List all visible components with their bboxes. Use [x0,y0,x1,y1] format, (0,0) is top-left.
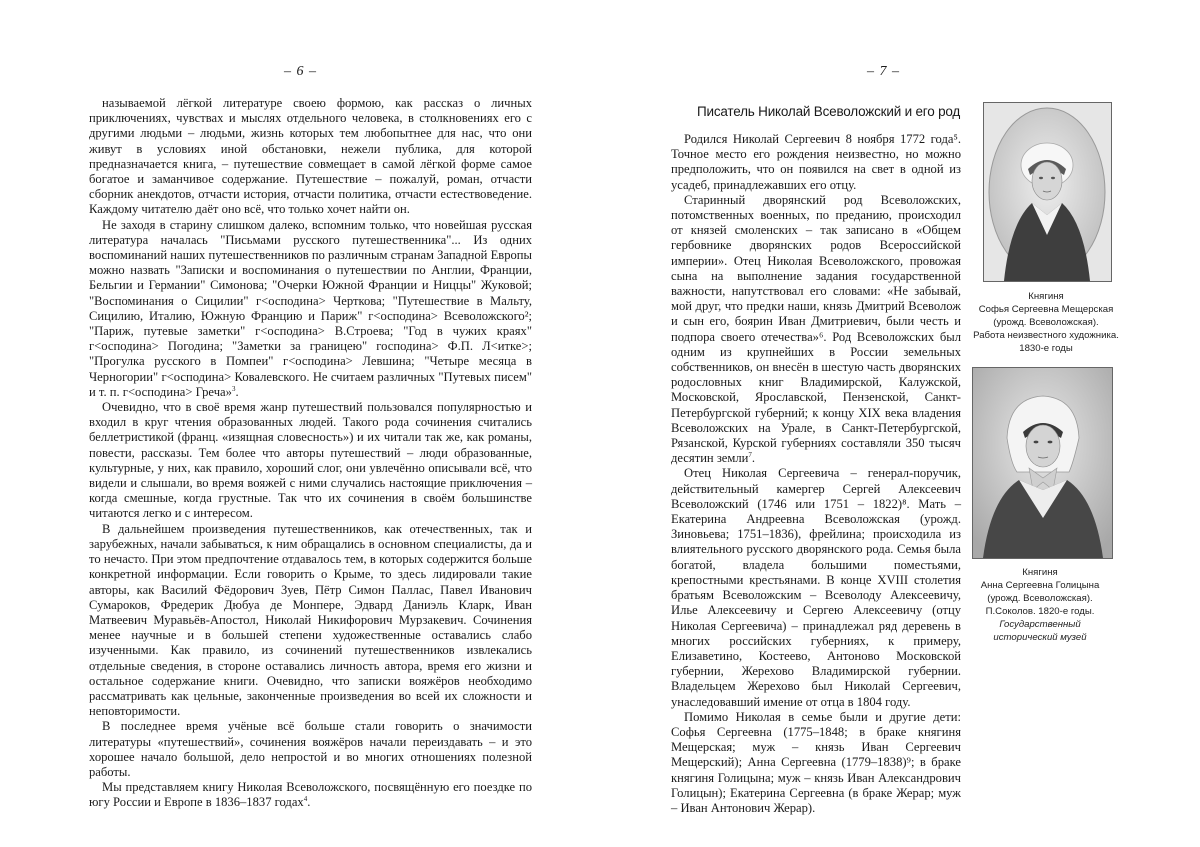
page-number-left: – 6 – [284,64,317,79]
caption-line: (урожд. Всеволожская). [993,317,1099,328]
paragraph: называемой лёгкой литературе своею формою, как рассказ о личных приключениях, чувствах и мыслях отдельного человека, в столкновениях его с другими людьми – людьми, жизнь которых тем любопытнее для нас, что они живут в условиях иной обстановки, нежели публика, для которой предназначается книга, – путешествие совмещает в самой лёгкой форме самое богатое и заманчивое содержание. Путешествие – пожалуй, роман, отчасти сборник анекдотов, отчасти история, отчасти политика, отчасти естествоведение. Каждому читателю даёт оно всё, что только хочет найти он. [89,96,532,217]
paragraph: Очевидно, что в своё время жанр путешествий пользовался популярностью и входил в круг чтения образованных людей. Такого рода сочинения считались беллетристикой (франц. «изящная словесность») и их читали так же, как романы, повести, рассказы. Тем более что авторы путешествий – люди образованные, культурные, у них, как правило, хороший слог, они увлечённо описывали всё, что видели и слышали, во время вояжей с ними случались настоящие приключения – когда смешные, когда грустные. Так что их сочинения в своём большинстве читаются легко и с интересом. [89,400,532,521]
paragraph: В дальнейшем произведения путешественников, как отечественных, так и зарубежных, начали забываться, к ним обращались в основном специалисты, да и то нечасто. При этом предпочтение отдавалось тем, в которых содержится больше конкретной информации. Если говорить о Крыме, то здесь лидировали такие авторы, как Василий Фёдорович Зуев, Пётр Симон Паллас, Павел Иванович Сумароков, Фредерик Дюбуа де Монпере, Эдвард Даниэль Кларк, Иван Матвеевич Муравьёв-Апостол, Николай Никифорович Мурзакевич. Сочинения менее научные и в большей степени художественные оставались слабо изученными. Как правило, из сочинений путешественников извлекались отдельные сведения, в стороне оставались личность автора, время его жизни и остальное содержание книги. Очевидно, что записки вояжёров необходимо рассматривать как цельные, законченные произведения во всей их сложности и неповторимости. [89,521,532,719]
portrait-caption-1 [956,290,1136,355]
caption-line: П.Соколов. 1820-е годы. [985,606,1095,617]
paragraph: Мы представляем книгу Николая Всеволожского, посвящённую его поездке по югу России и Европе в 1836–1837 годах$^4$. [89,780,532,810]
paragraph: Не заходя в старину слишком далеко, вспомним только, что новейшая русская литература началась "Письмами русского путешественника"... Из одних воспоминаний наших путешественников по различным странам Западной Европы можно назвать "Записки и воспоминания о путешествии по Англии, Франции, Бельгии и Германии" Симонова; "Очерки Южной Франции и Ниццы" Жуковой; "Воспоминания о Сицилии" г<осподина> Черткова; "Путешествие в Мальту, Сицилию, Италию, Южную Францию и Париж" г<осподина> Всеволожского²; "Париж, путевые заметки" г<осподина> В.Строева; "Год в чужих краях" г<осподина> Погодина; "Заметки за границею" господина> Ф.П. Л<итке>; "Прогулка русского в Помпеи" г<осподина> Левшина; "Четыре месяца в Черногории" г<осподина> Ковалевского. Не считаем различных "Путевых писем" и т. п. г<осподина> Греча»$^3$. [89,217,532,399]
paragraph: Родился Николай Сергеевич 8 ноября 1772 года⁵. Точное место его рождения неизвестно, но можно предположить, что он появился на свет в одной из усадеб, принадлежавших его отцу. [671,132,961,192]
portrait-golitsyna [972,367,1113,559]
caption-line: Анна Сергеевна Голицына [980,580,1100,591]
portrait-caption-2 [950,566,1130,644]
caption-line: 1830-е годы [1019,343,1073,354]
portrait-meshcherskaya [983,102,1112,282]
left-page-text [89,96,532,811]
paragraph: Старинный дворянский род Всеволожских, потомственных военных, по преданию, происходил от князей смоленских – так записано в «Общем гербовнике дворянских родов Всероссийской империи». Отец Николая Всеволожского, провожая сына на выполнение задания государственной важности, напутствовал его словами: «Не забывай, мой друг, что предки наши, князь Дмитрий Всеволож и сын его, боярин Иван Дмитриевич, были честь и подпора своего отечества»⁶. Род Всеволожских был одним из крупнейших в России земельных собственников, он внесён в шестую часть дворянских родословных книг Владимирской, Калужской, Московской, Ярославской, Пензенской, Санкт-Петербургской губерний; к концу XIX века владения Всеволожских на Урале, в Санкт-Петербургской, Рязанской, Курской губерниях составляли 350 тысяч десятин земли$^7$. [671,192,961,466]
paragraph: Отец Николая Сергеевича – генерал-поручик, действительный камергер Сергей Алексеевич Всеволожский (1746 или 1751 – 1822)⁸. Мать – Екатерина Андреевна Всеволожская (урожд. Зиновьева; 1751–1836), фрейлина; происходила из влиятельного русского дворянского рода. Семья была богатой, владела большими поместьями, крепостными крестьянами. В конце XVIII столетия братьям Всеволожским – Всеволоду Алексеевичу, Илье Алексеевичу и Сергею Алексеевичу (отцу Николая Сергеевича) – принадлежал ряд деревень в многих российских губерниях, к примеру, Елизаветино, Костеево, Антоново Московской губернии, Жерехово Владимирской губернии. Владельцем Жерехово был Николай Сергеевич, унаследовавший имение от отца в 1804 году. [671,466,961,709]
paragraph: Помимо Николая в семье были и другие дети: Софья Сергеевна (1775–1848; в браке княгиня Мещерская; муж – князь Иван Сергеевич Мещерский); Анна Сергеевна (1779–1838)⁹; в браке княгиня Голицына; муж – князь Иван Александрович Голицын); Екатерина Сергеевна (в браке Жерар; муж – Иван Антонович Жерар). [671,709,961,815]
footnote-ref: 7 [748,451,752,460]
caption-line: исторический музей [993,632,1087,643]
page-number-right: – 7 – [867,64,900,79]
caption-line: (урожд. Всеволожская). [987,593,1093,604]
footnote-ref: 4 [303,795,308,804]
caption-line: Княгиня [1022,567,1058,578]
caption-line: Государственный [999,619,1081,630]
paragraph: В последнее время учёные всё больше стали говорить о значимости литературы «путешествий», сочинения вояжёров начали переиздавать – и это хорошее начало большой, дело непростой и во многих отношениях полезной работы. [89,719,532,779]
footnote-ref: 3 [231,384,236,393]
caption-line: Работа неизвестного художника. [973,330,1119,341]
section-heading: Писатель Николай Всеволожский и его род [697,104,961,119]
right-page-text [671,132,961,816]
caption-line: Княгиня [1028,291,1064,302]
caption-line: Софья Сергеевна Мещерская [978,304,1114,315]
